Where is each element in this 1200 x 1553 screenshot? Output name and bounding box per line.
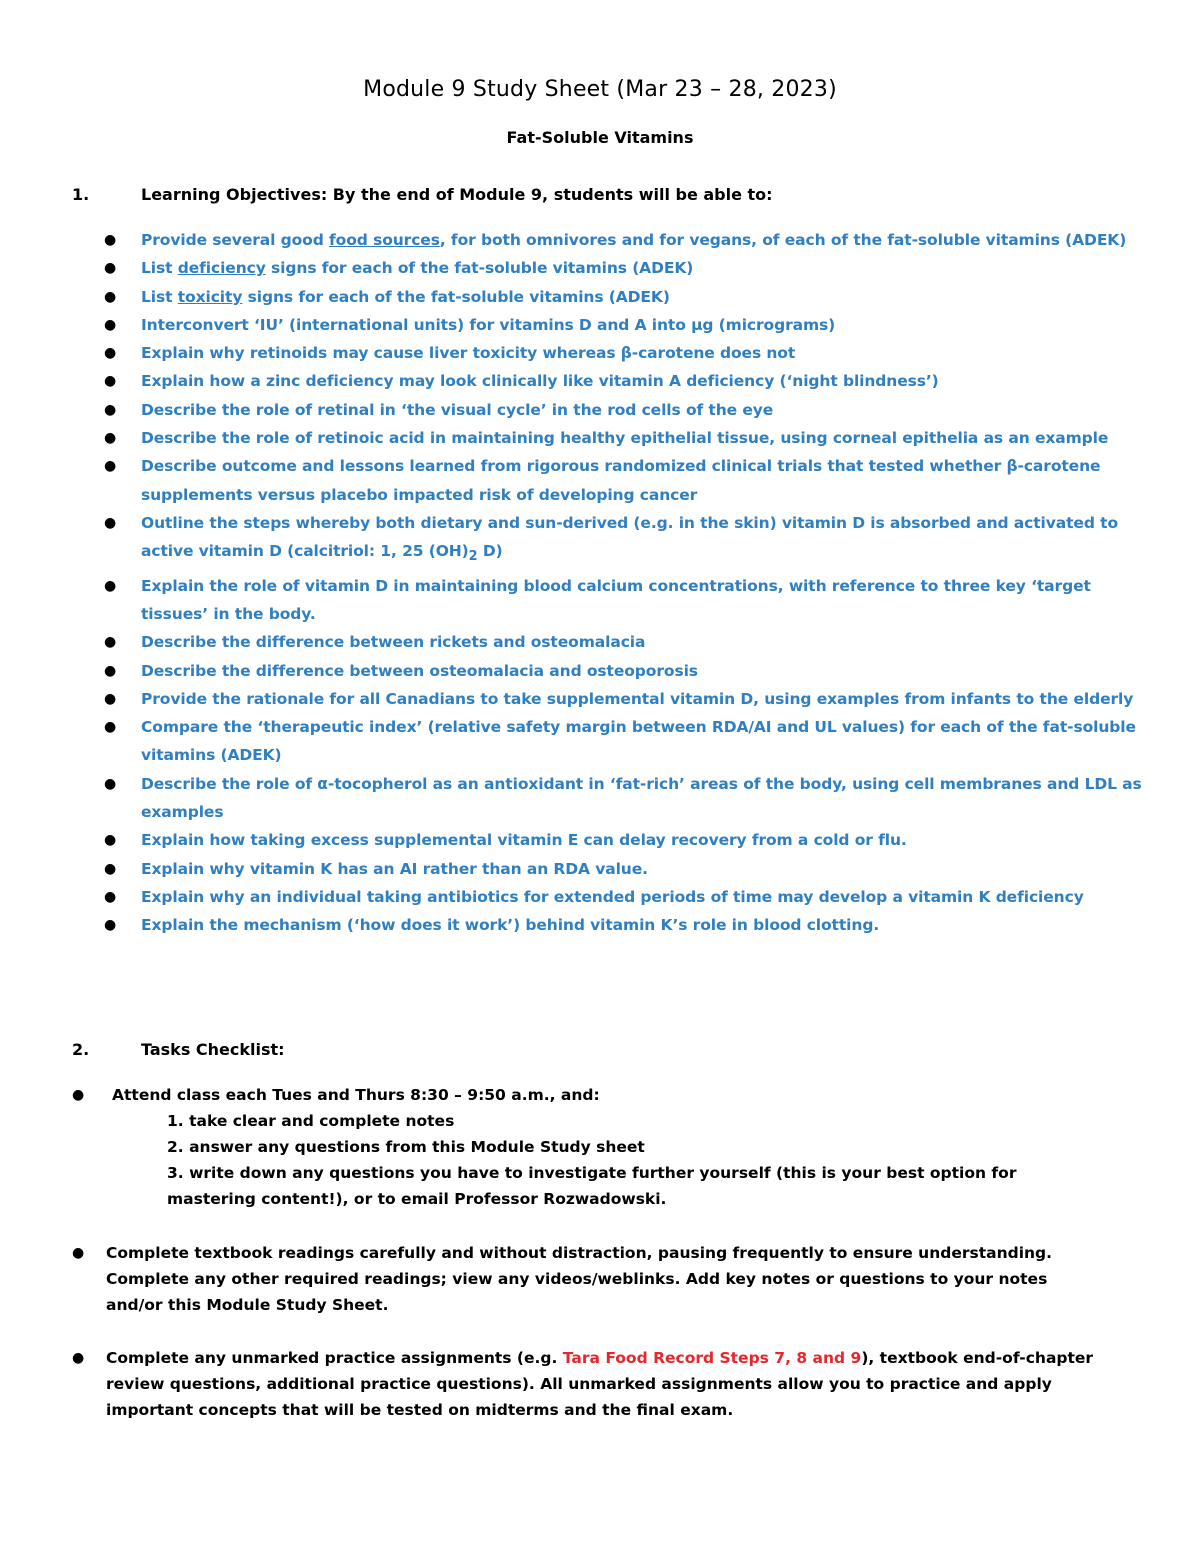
list-item: ● Interconvert ‘IU’ (international units) for vitamins D and A into µg (micrograms)	[104, 311, 1144, 339]
bullet-icon: ●	[104, 775, 117, 792]
bullet-icon: ●	[104, 860, 117, 877]
page-title: Module 9 Study Sheet (Mar 23 – 28, 2023)	[363, 77, 837, 102]
bullet-icon: ●	[104, 232, 117, 248]
bullet-icon: ●	[104, 514, 117, 531]
section-number: 1.	[72, 185, 90, 204]
bullet-icon: ●	[72, 1350, 85, 1366]
underlined-term: toxicity	[177, 287, 243, 306]
highlighted-assignment: Tara Food Record Steps 7, 8 and 9	[562, 1349, 862, 1367]
underlined-term: food sources	[329, 231, 440, 249]
list-item: ● Explain why vitamin K has an AI rather than an RDA value.	[104, 855, 1144, 883]
underlined-term: deficiency	[177, 259, 266, 278]
learning-objectives-list	[104, 226, 1144, 940]
bullet-icon: ●	[104, 345, 117, 362]
list-item: ● Describe the difference between rickets and osteomalacia	[104, 628, 1144, 656]
bullet-icon: ●	[104, 634, 117, 651]
bullet-icon: ●	[104, 430, 117, 447]
bullet-icon: ●	[104, 888, 117, 905]
list-item: ● List deficiency signs for each of the fat-soluble vitamins (ADEK)	[104, 254, 1144, 282]
list-item: ● Describe the difference between osteomalacia and osteoporosis	[104, 657, 1144, 685]
list-item: ● List toxicity signs for each of the fat-soluble vitamins (ADEK)	[104, 283, 1144, 311]
task-text: Complete textbook readings carefully and without distraction, pausing frequently to ensure understanding.	[106, 1244, 1053, 1262]
task-text: Complete any unmarked practice assignments (e.g. Tara Food Record Steps 7, 8 and 9), textbook end-of-chapter	[106, 1349, 1094, 1367]
task-text: review questions, additional practice questions). All unmarked assignments allow you to practice and apply	[106, 1375, 1052, 1393]
list-item: ● Explain why an individual taking antibiotics for extended periods of time may develop a vitamin K deficiency	[104, 883, 1144, 911]
task-subitem: mastering content!), or to email Professor Rozwadowski.	[167, 1190, 667, 1208]
task-practice-assignments	[72, 1345, 1132, 1423]
bullet-icon: ●	[104, 316, 117, 333]
task-text: and/or this Module Study Sheet.	[106, 1296, 389, 1314]
bullet-icon: ●	[72, 1087, 85, 1103]
task-subitem: 2. answer any questions from this Module Study sheet	[167, 1138, 645, 1156]
section-heading-text: Learning Objectives: By the end of Module 9, students will be able to:	[141, 185, 773, 204]
list-item: ● Explain the mechanism (‘how does it work’) behind vitamin K’s role in blood clotting.	[104, 911, 1144, 939]
list-item: ● Explain how a zinc deficiency may look clinically like vitamin A deficiency (‘night blindness’)	[104, 367, 1144, 395]
bullet-icon: ●	[104, 577, 117, 594]
bullet-icon: ●	[104, 832, 117, 849]
bullet-icon: ●	[104, 690, 117, 707]
list-item: ● Explain how taking excess supplemental vitamin E can delay recovery from a cold or flu.	[104, 826, 1144, 854]
page-subtitle: Fat-Soluble Vitamins	[506, 128, 694, 147]
list-item: ● Explain the role of vitamin D in maintaining blood calcium concentrations, with reference to three key ‘target tissues’ in the body.	[104, 572, 1144, 629]
bullet-icon: ●	[104, 260, 117, 277]
bullet-icon: ●	[104, 662, 117, 679]
task-subitem: 1. take clear and complete notes	[167, 1112, 455, 1130]
list-item: ● Describe outcome and lessons learned from rigorous randomized clinical trials that tested whether β-carotene supplements versus placebo impacted risk of developing cancer	[104, 452, 1144, 509]
list-item: ● Describe the role of retinoic acid in maintaining healthy epithelial tissue, using corneal epithelia as an example	[104, 424, 1144, 452]
list-item: ● Provide the rationale for all Canadians to take supplemental vitamin D, using examples from infants to the elderly	[104, 685, 1144, 713]
subscript: 2	[468, 549, 478, 565]
list-item: ● Describe the role of retinal in ‘the visual cycle’ in the rod cells of the eye	[104, 396, 1144, 424]
bullet-icon: ●	[104, 373, 117, 390]
section-tasks-checklist-heading	[72, 1039, 285, 1061]
list-item: ● Explain why retinoids may cause liver toxicity whereas β-carotene does not	[104, 339, 1144, 367]
bullet-icon: ●	[104, 917, 117, 934]
task-text: Attend class each Tues and Thurs 8:30 – 9:50 a.m., and:	[112, 1086, 600, 1104]
task-subitem: 3. write down any questions you have to investigate further yourself (this is your best option for	[167, 1164, 1017, 1182]
list-item: ● Outline the steps whereby both dietary and sun-derived (e.g. in the skin) vitamin D is absorbed and activated to active vitamin D (calcitriol: 1, 25 $(OH)_2$ D)	[104, 509, 1144, 572]
task-text: Complete any other required readings; view any videos/weblinks. Add key notes or questions to your notes	[106, 1270, 1048, 1288]
section-heading-text: Tasks Checklist:	[141, 1040, 285, 1059]
task-readings	[72, 1240, 1132, 1318]
bullet-icon: ●	[104, 401, 117, 418]
bullet-icon: ●	[104, 719, 117, 736]
task-text: important concepts that will be tested on midterms and the final exam.	[106, 1401, 734, 1419]
list-item: ● Provide several good food sources, for both omnivores and for vegans, of each of the fat-soluble vitamins (ADEK)	[104, 226, 1144, 254]
bullet-icon: ●	[104, 288, 117, 305]
task-attend-class	[72, 1082, 1132, 1212]
section-learning-objectives-heading	[72, 184, 773, 206]
list-item: ● Describe the role of α-tocopherol as an antioxidant in ‘fat-rich’ areas of the body, using cell membranes and LDL as examples	[104, 770, 1144, 827]
section-number: 2.	[72, 1040, 90, 1059]
list-item: ● Compare the ‘therapeutic index’ (relative safety margin between RDA/AI and UL values) for each of the fat-soluble vitamins (ADEK)	[104, 713, 1144, 770]
bullet-icon: ●	[72, 1245, 85, 1261]
bullet-icon: ●	[104, 458, 117, 475]
